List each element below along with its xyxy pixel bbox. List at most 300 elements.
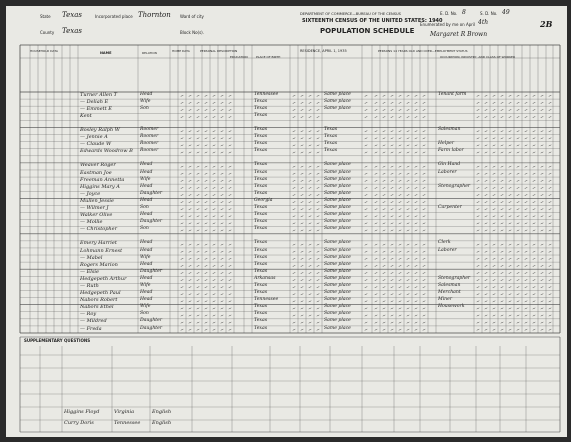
pen-mark [205,102,208,103]
pen-mark [517,244,520,245]
pen-mark [189,230,192,231]
ward-label: Ward of city [180,14,204,19]
pen-mark [293,258,296,259]
pen-mark [317,216,320,217]
entry-relation: Roomer [140,134,159,140]
pen-mark [501,131,504,132]
pen-mark [221,209,224,210]
pen-mark [549,258,552,259]
pen-mark [517,180,520,181]
pen-mark [375,116,378,117]
entry-residence: Same place [324,176,351,182]
pen-mark [375,173,378,174]
pen-mark [493,109,496,110]
section-residence: RESIDENCE, APRIL 1, 1935 [300,49,347,53]
pen-mark [509,272,512,273]
pen-mark [221,109,224,110]
pen-mark [221,251,224,252]
pen-mark [399,102,402,103]
pen-mark [301,95,304,96]
pen-mark [205,116,208,117]
pen-mark [407,194,410,195]
pen-mark [317,180,320,181]
pen-mark [493,287,496,288]
pen-mark [181,194,184,195]
pen-mark [525,202,528,203]
pen-mark [293,244,296,245]
pen-mark [391,223,394,224]
pen-mark [509,294,512,295]
pen-mark [501,216,504,217]
pen-mark [407,294,410,295]
pen-mark [197,287,200,288]
pen-mark [181,116,184,117]
pen-mark [189,265,192,266]
entry-residence: Same place [324,226,351,232]
pen-mark [493,209,496,210]
pen-mark [533,223,536,224]
pen-mark [525,230,528,231]
entry-residence: Same place [324,205,351,210]
pen-mark [541,272,544,273]
pen-mark [365,301,368,302]
pen-mark [375,145,378,146]
pen-mark [301,152,304,153]
pen-mark [181,102,184,103]
pen-mark [533,279,536,280]
pen-mark [375,301,378,302]
pen-mark [533,244,536,245]
pen-mark [501,152,504,153]
pen-mark [375,194,378,195]
pen-mark [533,95,536,96]
pen-mark [485,131,488,132]
entry-birthplace: Arkansas [254,275,276,281]
pen-mark [391,152,394,153]
pen-mark [365,251,368,252]
pen-mark [485,180,488,181]
entry-name: — Mildred [80,318,107,325]
pen-mark [423,294,426,295]
pen-mark [365,202,368,203]
pen-mark [423,322,426,323]
pen-mark [383,152,386,153]
entry-residence: Same place [324,169,351,175]
pen-mark [189,180,192,181]
pen-mark [501,329,504,330]
pen-mark [415,279,418,280]
pen-mark [365,329,368,330]
pen-mark [517,294,520,295]
entry-relation: Son [140,226,149,232]
pen-mark [485,138,488,139]
entry-name: Higgins Mary A [80,183,120,190]
pen-mark [391,301,394,302]
pen-mark [525,294,528,295]
sd-value: 49 [502,9,510,16]
pen-mark [309,116,312,117]
entry-birthplace: Texas [254,261,268,267]
pen-mark [383,301,386,302]
entry-name: Bosley Ralph W [80,127,120,134]
pen-mark [493,272,496,273]
pen-mark [189,95,192,96]
pen-mark [415,315,418,316]
entry-birthplace: Texas [254,98,268,104]
pen-mark [213,95,216,96]
pen-mark [533,131,536,132]
pen-mark [509,258,512,259]
pen-mark [205,251,208,252]
pen-mark [189,202,192,203]
pen-mark [317,322,320,323]
pen-mark [399,329,402,330]
county-value: Texas [62,27,82,35]
pen-mark [485,216,488,217]
block-label: Block No(s). [180,30,205,35]
pen-mark [383,209,386,210]
entry-residence: Same place [324,318,351,324]
pen-mark [493,116,496,117]
pen-mark [415,258,418,259]
pen-mark [509,301,512,302]
pen-mark [317,209,320,210]
pen-mark [213,209,216,210]
pen-mark [399,180,402,181]
pen-mark [549,145,552,146]
entry-relation: Head [140,91,153,97]
pen-mark [375,329,378,330]
pen-mark [205,272,208,273]
pen-mark [197,251,200,252]
pen-mark [197,180,200,181]
pen-mark [197,279,200,280]
pen-mark [309,180,312,181]
pen-mark [549,138,552,139]
pen-mark [399,152,402,153]
pen-mark [293,116,296,117]
pen-mark [391,116,394,117]
pen-mark [317,173,320,174]
entry-birthplace: Texas [254,254,268,260]
pen-mark [213,152,216,153]
pen-mark [383,138,386,139]
pen-mark [509,194,512,195]
pen-mark [549,329,552,330]
pen-mark [221,95,224,96]
pen-mark [181,315,184,316]
enumerator-name: Margaret R Brown [430,31,488,38]
pen-mark [375,322,378,323]
pen-mark [485,187,488,188]
pen-mark [181,216,184,217]
pen-mark [365,109,368,110]
pen-mark [229,173,232,174]
pen-mark [485,322,488,323]
pen-mark [181,322,184,323]
pen-mark [197,138,200,139]
entry-birthplace: Texas [254,105,268,111]
entry-birthplace: Texas [254,290,268,296]
pen-mark [415,301,418,302]
pen-mark [485,152,488,153]
pen-mark [509,322,512,323]
pen-mark [407,329,410,330]
entry-relation: Wife [140,254,151,260]
pen-mark [293,202,296,203]
pen-mark [533,145,536,146]
pen-mark [423,209,426,210]
pen-mark [423,194,426,195]
pen-mark [415,95,418,96]
pen-mark [477,287,480,288]
entry-name: Turner Allen T [80,91,118,98]
pen-mark [229,131,232,132]
pen-mark [293,95,296,96]
pen-mark [399,187,402,188]
pen-mark [493,315,496,316]
section-occupation: OCCUPATION, INDUSTRY, AND CLASS OF WORKER [440,55,516,59]
pen-mark [181,173,184,174]
pen-mark [541,173,544,174]
pen-mark [229,294,232,295]
pen-mark [197,145,200,146]
pen-mark [549,166,552,167]
pen-mark [309,244,312,245]
pen-mark [533,287,536,288]
pen-mark [423,180,426,181]
pen-mark [391,315,394,316]
section-name: NAME [100,51,112,55]
pen-mark [213,131,216,132]
entry-name: — Mollie [80,219,103,226]
entry-name: — Wilmer J [80,205,109,211]
pen-mark [309,322,312,323]
pen-mark [525,173,528,174]
pen-mark [317,244,320,245]
pen-mark [221,145,224,146]
entry-residence: Same place [324,325,351,331]
pen-mark [181,308,184,309]
pen-mark [229,138,232,139]
pen-mark [541,279,544,280]
entry-relation: Wife [140,176,151,182]
pen-mark [549,131,552,132]
entry-name: — Jennie A [80,134,108,141]
pen-mark [533,265,536,266]
pen-mark [391,251,394,252]
pen-mark [213,230,216,231]
pen-mark [301,102,304,103]
pen-mark [205,95,208,96]
pen-mark [383,244,386,245]
entry-occupation: Stenographer [438,183,471,189]
pen-mark [293,216,296,217]
pen-mark [501,265,504,266]
pen-mark [541,102,544,103]
pen-mark [423,279,426,280]
pen-mark [301,166,304,167]
pen-mark [365,187,368,188]
pen-mark [375,223,378,224]
pen-mark [533,152,536,153]
pen-mark [391,202,394,203]
pen-mark [423,166,426,167]
pen-mark [509,166,512,167]
pen-mark [181,209,184,210]
pen-mark [301,258,304,259]
pen-mark [181,131,184,132]
pen-mark [415,131,418,132]
pen-mark [221,258,224,259]
entry-birthplace: Texas [254,183,268,189]
pen-mark [293,180,296,181]
entry-name: Emery Harriet [80,240,117,247]
pen-mark [317,294,320,295]
pen-mark [365,131,368,132]
pen-mark [541,145,544,146]
pen-mark [485,95,488,96]
pen-mark [309,223,312,224]
pen-mark [501,258,504,259]
pen-mark [205,279,208,280]
pen-mark [391,329,394,330]
pen-mark [293,279,296,280]
pen-mark [317,152,320,153]
pen-mark [517,131,520,132]
pen-mark [189,131,192,132]
pen-mark [509,265,512,266]
pen-mark [517,187,520,188]
entry-occupation: Salesman [438,282,461,288]
pen-mark [399,315,402,316]
pen-mark [229,145,232,146]
pen-mark [517,95,520,96]
pen-mark [197,329,200,330]
pen-mark [509,329,512,330]
pen-mark [501,209,504,210]
pen-mark [541,209,544,210]
pen-mark [533,173,536,174]
pen-mark [229,329,232,330]
pen-mark [549,209,552,210]
supp-language: English [152,409,172,415]
entry-residence: Texas [324,141,338,147]
pen-mark [549,202,552,203]
entry-residence: Same place [324,98,351,104]
pen-mark [477,251,480,252]
pen-mark [407,145,410,146]
pen-mark [477,187,480,188]
pen-mark [229,152,232,153]
pen-mark [375,294,378,295]
pen-mark [293,166,296,167]
pen-mark [423,287,426,288]
pen-mark [541,138,544,139]
entry-residence: Same place [324,219,351,225]
pen-mark [477,223,480,224]
pen-mark [533,187,536,188]
pen-mark [485,287,488,288]
pen-mark [375,102,378,103]
pen-mark [399,287,402,288]
entry-relation: Daughter [140,318,163,324]
pen-mark [415,223,418,224]
pen-mark [213,194,216,195]
pen-mark [181,95,184,96]
pen-mark [205,265,208,266]
pen-mark [213,102,216,103]
pen-mark [415,272,418,273]
pen-mark [477,329,480,330]
pen-mark [221,202,224,203]
entry-relation: Roomer [140,141,159,147]
pen-mark [541,95,544,96]
entry-relation: Head [140,290,153,296]
pen-mark [541,216,544,217]
pen-mark [205,194,208,195]
pen-mark [501,138,504,139]
entry-birthplace: Texas [254,268,268,274]
pen-mark [309,308,312,309]
pen-mark [229,194,232,195]
pen-mark [365,166,368,167]
pen-mark [375,279,378,280]
pen-mark [197,272,200,273]
pen-mark [509,223,512,224]
pen-mark [293,131,296,132]
pen-mark [533,109,536,110]
pen-mark [181,152,184,153]
pen-mark [391,109,394,110]
pen-mark [375,95,378,96]
pen-mark [525,216,528,217]
pen-mark [399,194,402,195]
supp-name: Higgins Floyd [64,409,100,415]
pen-mark [197,131,200,132]
pen-mark [541,308,544,309]
entry-birthplace: Texas [254,219,268,225]
pen-mark [549,301,552,302]
pen-mark [189,102,192,103]
pen-mark [197,116,200,117]
pen-mark [493,131,496,132]
pen-mark [221,301,224,302]
pen-mark [205,315,208,316]
pen-mark [181,223,184,224]
pen-mark [549,173,552,174]
pen-mark [229,202,232,203]
pen-mark [423,145,426,146]
entry-residence: Same place [324,311,351,317]
entry-birthplace: Georgia [254,197,273,203]
pen-mark [197,109,200,110]
entry-name: Hedgepeth Paul [80,290,121,297]
pen-mark [501,294,504,295]
pen-mark [407,244,410,245]
pen-mark [197,209,200,210]
entry-relation: Son [140,205,149,210]
pen-mark [517,272,520,273]
pen-mark [317,102,320,103]
pen-mark [407,95,410,96]
pen-mark [509,102,512,103]
pen-mark [375,109,378,110]
pen-mark [477,166,480,167]
pen-mark [477,138,480,139]
pen-mark [197,258,200,259]
pen-mark [301,187,304,188]
